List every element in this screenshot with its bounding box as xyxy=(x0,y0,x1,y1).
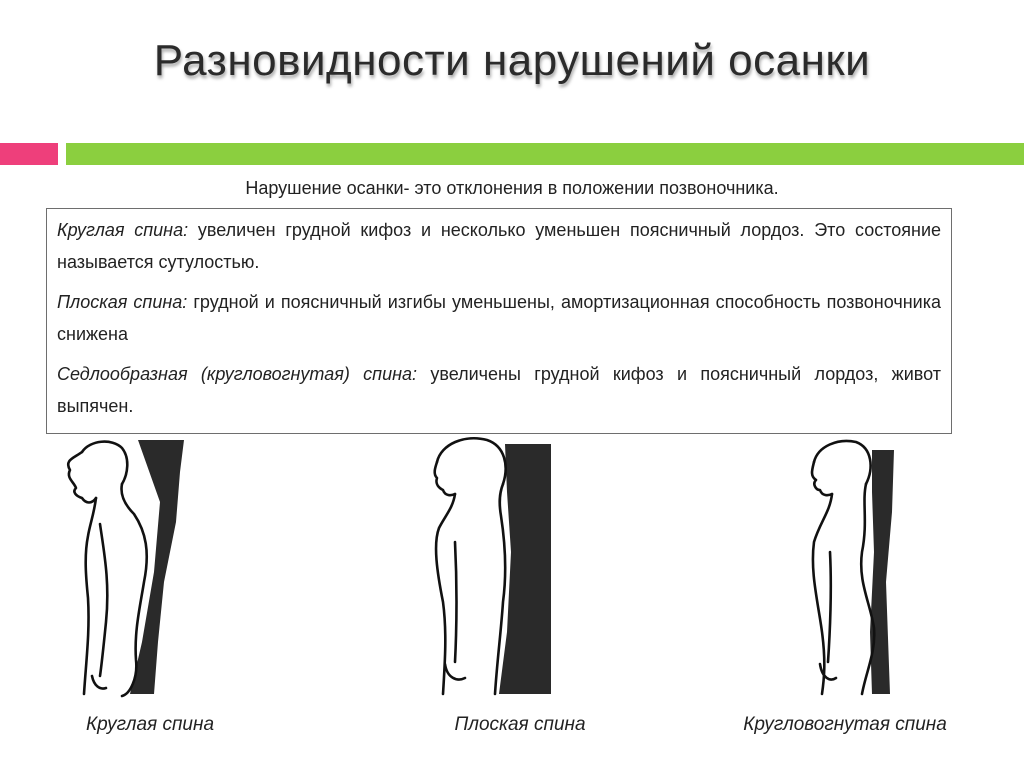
intro-text: Нарушение осанки- это отклонения в положении позвоночника. xyxy=(245,178,779,198)
definition-term: Плоская спина: xyxy=(57,292,188,312)
flat-back-figure xyxy=(415,432,565,702)
definition-term: Седлообразная (кругловогнутая) спина: xyxy=(57,364,418,384)
definition-term: Круглая спина: xyxy=(57,220,189,240)
definition-text: увеличен грудной кифоз и несколько уменьшен поясничный лордоз. Это состояние называется сутулостью. xyxy=(57,220,942,272)
caption-flat-back: Плоская спина xyxy=(454,714,586,735)
definition-text: грудной и поясничный изгибы уменьшены, амортизационная способность позвоночника снижена xyxy=(57,292,941,344)
saddle-back-figure xyxy=(800,432,930,702)
definition-flat-back xyxy=(57,286,941,350)
definition-text: увеличены грудной кифоз и поясничный лордоз, живот выпячен. xyxy=(57,364,942,416)
accent-bar-green xyxy=(66,143,1024,165)
round-back-figure xyxy=(30,432,200,702)
caption-round-back: Круглая спина xyxy=(85,714,215,735)
accent-bar-pink xyxy=(0,143,58,165)
definitions-box xyxy=(46,208,952,434)
slide-title: Разновидности нарушений осанки xyxy=(153,36,871,85)
definition-saddle-back xyxy=(57,358,941,422)
caption-saddle-back: Кругловогнутая спина xyxy=(743,714,947,735)
definition-round-back xyxy=(57,214,941,278)
